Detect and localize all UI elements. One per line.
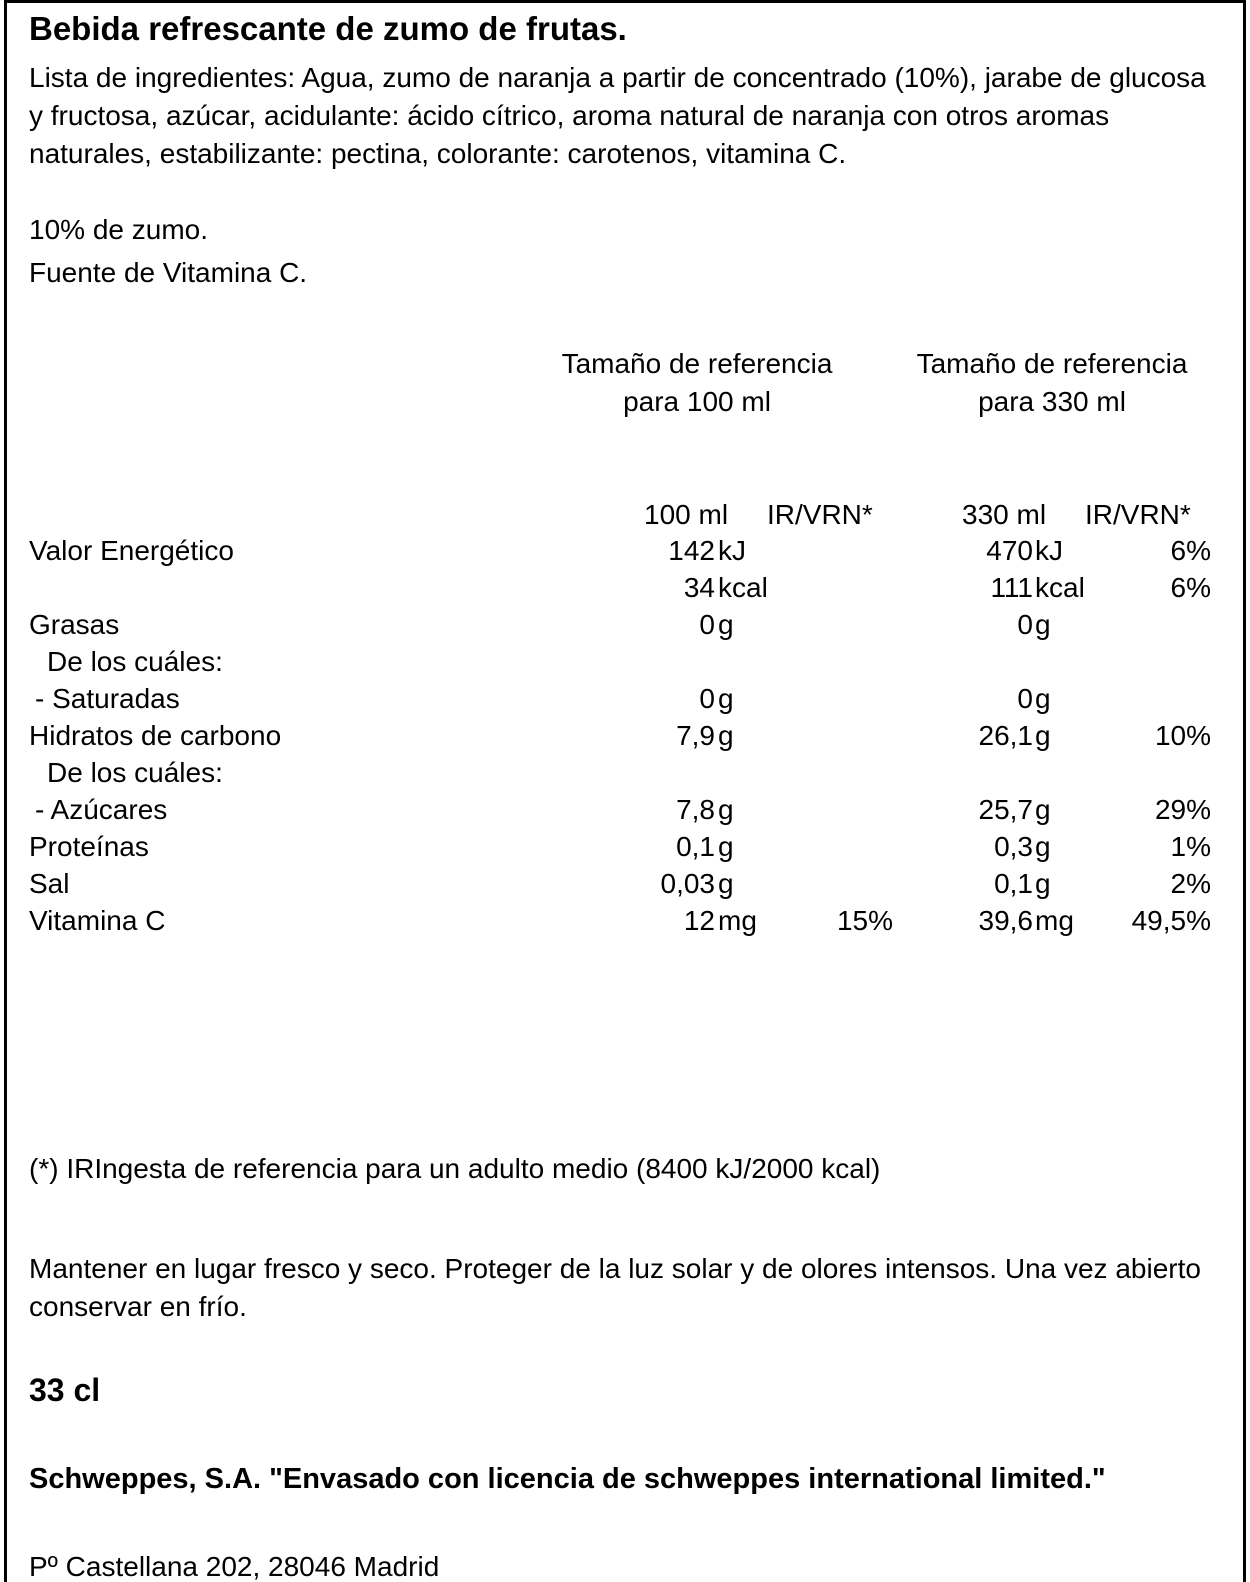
value-100: 0 [699, 609, 715, 640]
nutrient-sublabel: De los cuáles: [47, 757, 223, 788]
unit-330: g [1035, 794, 1051, 825]
unit-330: kJ [1035, 535, 1063, 566]
value-100: 0,1 [676, 831, 715, 862]
nutrient-sublabel: De los cuáles: [47, 646, 223, 677]
value-100: 34 [683, 572, 715, 603]
ingredients-list: Lista de ingredientes: Agua, zumo de naranja a partir de concentrado (10%), jarabe de glucosa y fructosa, azúcar, acidulante: ácido cítrico, aroma natural de naranja con otros aromas naturales, estabilizante: pectina, colorante: carotenos, vitamina C. [29, 62, 1206, 169]
company-name: Schweppes, S.A. "Envasado con licencia de schweppes international limited." [29, 1463, 1106, 1495]
value-330: 25,7 [978, 794, 1033, 825]
nutrient-label: Sal [29, 868, 70, 899]
column-header-ir-100: IR/VRN* [767, 499, 873, 530]
column-header-330ml: 330 ml [962, 499, 1047, 530]
unit-100: g [718, 683, 734, 714]
value-100: 7,8 [676, 794, 715, 825]
unit-100: mg [718, 905, 757, 936]
ir-330: 29% [1154, 794, 1211, 825]
nutrient-label: Grasas [29, 609, 120, 640]
ref-header-100-line1: Tamaño de referencia [561, 348, 833, 379]
ir-330: 2% [1170, 868, 1211, 899]
ir-330: 49,5% [1131, 905, 1211, 936]
value-330: 39,6 [978, 905, 1033, 936]
value-330: 470 [986, 535, 1033, 566]
ref-header-330 [882, 345, 1222, 421]
unit-100: g [718, 609, 734, 640]
unit-100: g [718, 720, 734, 751]
ref-header-100-line2: para 100 ml [623, 386, 771, 417]
unit-100: g [718, 868, 734, 899]
value-100: 0 [699, 683, 715, 714]
column-header-ir-330: IR/VRN* [1085, 499, 1191, 530]
nutrient-label: Vitamina C [29, 905, 166, 936]
juice-content: 10% de zumo. [29, 214, 208, 245]
column-header-100ml: 100 ml [644, 499, 729, 530]
unit-100: g [718, 831, 734, 862]
value-330: 0 [1017, 683, 1033, 714]
unit-100: g [718, 794, 734, 825]
ir-330: 6% [1170, 535, 1211, 566]
ref-header-330-line1: Tamaño de referencia [916, 348, 1188, 379]
nutrient-label: - Saturadas [35, 683, 180, 714]
value-330: 0,1 [994, 868, 1033, 899]
value-330: 26,1 [978, 720, 1033, 751]
value-330: 111 [990, 572, 1033, 603]
value-100: 12 [683, 905, 715, 936]
unit-330: g [1035, 683, 1051, 714]
net-volume: 33 cl [29, 1372, 101, 1408]
ir-330: 6% [1170, 572, 1211, 603]
nutrient-label: Hidratos de carbono [29, 720, 282, 751]
unit-330: g [1035, 831, 1051, 862]
ref-header-100 [527, 345, 867, 421]
unit-100: kJ [718, 535, 746, 566]
unit-330: kcal [1035, 572, 1085, 603]
nutrient-label: Valor Energético [29, 535, 234, 566]
ir-330: 10% [1154, 720, 1211, 751]
unit-330: g [1035, 609, 1051, 640]
ir-330: 1% [1170, 831, 1211, 862]
storage-instructions: Mantener en lugar fresco y seco. Proteger de la luz solar y de olores intensos. Una vez abierto conservar en frío. [29, 1253, 1201, 1322]
value-100: 7,9 [676, 720, 715, 751]
unit-330: mg [1035, 905, 1074, 936]
value-100: 142 [668, 535, 715, 566]
ref-header-330-line2: para 330 ml [978, 386, 1126, 417]
value-100: 0,03 [660, 868, 715, 899]
unit-330: g [1035, 720, 1051, 751]
company-address: Pº Castellana 202, 28046 Madrid [29, 1551, 440, 1582]
product-title: Bebida refrescante de zumo de frutas. [29, 10, 627, 47]
vitamin-claim: Fuente de Vitamina C. [29, 257, 308, 288]
ir-100: 15% [836, 905, 893, 936]
nutrient-label: - Azúcares [35, 794, 168, 825]
unit-330: g [1035, 868, 1051, 899]
value-330: 0 [1017, 609, 1033, 640]
product-label [4, 0, 1246, 1582]
nutrient-label: Proteínas [29, 831, 149, 862]
unit-100: kcal [718, 572, 768, 603]
footnote: (*) IRIngesta de referencia para un adulto medio (8400 kJ/2000 kcal) [29, 1153, 881, 1184]
value-330: 0,3 [994, 831, 1033, 862]
